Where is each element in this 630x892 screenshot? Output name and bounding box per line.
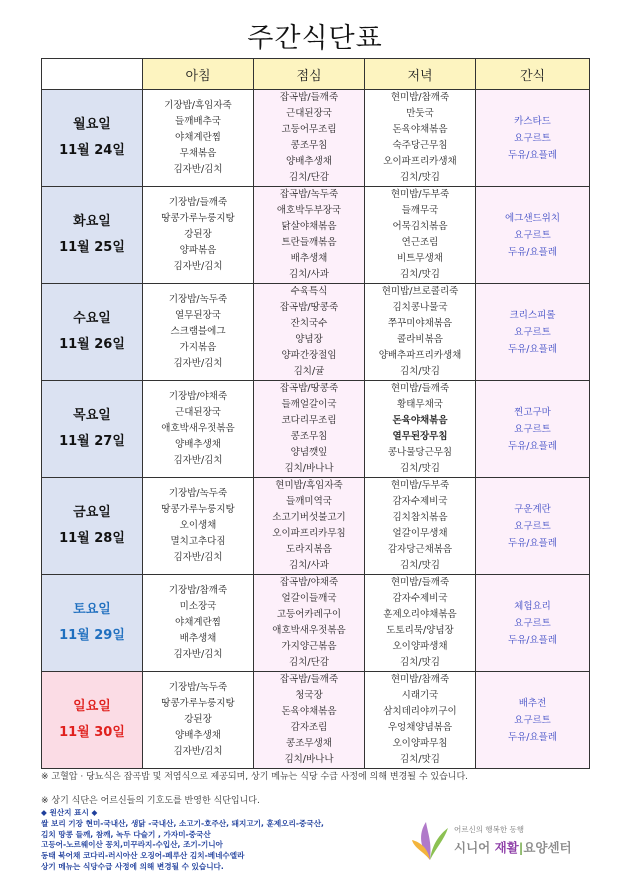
dinner-cell bbox=[365, 478, 476, 575]
lunch-item: 김치/바나나 bbox=[284, 463, 334, 474]
dinner-item: 쭈꾸미야채볶음 bbox=[387, 318, 453, 329]
breakfast-item: 열무된장국 bbox=[175, 310, 221, 321]
lunch-item: 얼갈이들깨국 bbox=[281, 593, 337, 604]
dinner-item: 김치/맛김 bbox=[400, 172, 440, 183]
logo-name bbox=[454, 838, 572, 856]
breakfast-item: 기장밥/참깨죽 bbox=[168, 585, 228, 596]
breakfast-cell bbox=[143, 284, 254, 381]
snack-cell bbox=[476, 284, 590, 381]
breakfast-item: 땅콩가루누룽지탕 bbox=[161, 698, 235, 709]
lunch-item: 김치/귤 bbox=[293, 366, 325, 377]
lunch-item: 김치/단감 bbox=[289, 172, 329, 183]
dinner-item: 도토리묵/양념장 bbox=[386, 625, 454, 636]
lunch-item: 양념장 bbox=[295, 334, 323, 345]
snack-item: 요구르트 bbox=[514, 132, 551, 144]
breakfast-cell bbox=[143, 187, 254, 284]
breakfast-item: 기장밥/야채죽 bbox=[168, 391, 228, 402]
breakfast-item: 김자반/김치 bbox=[173, 261, 223, 272]
dinner-item: 김치콩나물국 bbox=[392, 302, 448, 313]
lunch-item: 소고기버섯불고기 bbox=[272, 512, 346, 523]
lunch-item: 잔치국수 bbox=[290, 318, 328, 329]
lunch-item: 김치/바나나 bbox=[284, 754, 334, 765]
breakfast-item: 기장밥/녹두죽 bbox=[168, 682, 228, 693]
day-name: 일요일 bbox=[73, 699, 111, 714]
lunch-item: 고등어무조림 bbox=[281, 124, 337, 135]
breakfast-item: 김자반/김치 bbox=[173, 455, 223, 466]
dinner-item: 오이양파생채 bbox=[392, 641, 448, 652]
dinner-item: 만둣국 bbox=[406, 108, 434, 119]
dinner-item: 김치/맛김 bbox=[400, 754, 440, 765]
day-date: 11월 25일 bbox=[59, 240, 125, 255]
breakfast-item: 김자반/김치 bbox=[173, 164, 223, 175]
day-date: 11월 26일 bbox=[59, 337, 125, 352]
breakfast-item: 들깨배추국 bbox=[175, 116, 221, 127]
lunch-item: 양념깻잎 bbox=[290, 447, 328, 458]
snack-item: 두유/요플레 bbox=[507, 440, 558, 452]
dinner-item: 감자당근채볶음 bbox=[387, 544, 453, 555]
origin-title: ◆ 원산지 표시 ◆ bbox=[41, 808, 98, 817]
dinner-item: 현미밥/들깨죽 bbox=[390, 577, 450, 588]
lunch-cell bbox=[254, 478, 365, 575]
origin-line: 고등어-노르웨이산 꽁치,미꾸라지-수입산, 조기-기니아 bbox=[41, 840, 223, 850]
lunch-item: 감자조림 bbox=[290, 722, 328, 733]
snack-cell bbox=[476, 381, 590, 478]
dinner-item: 현미밥/브로콜리죽 bbox=[381, 286, 459, 297]
day-name: 금요일 bbox=[73, 505, 111, 520]
day-row bbox=[42, 381, 590, 478]
lunch-item: 고등어카레구이 bbox=[276, 609, 342, 620]
lunch-item: 들깨미역국 bbox=[286, 496, 332, 507]
lunch-item: 콩조무침 bbox=[290, 431, 328, 442]
snack-item: 배추전 bbox=[518, 697, 547, 709]
lunch-item: 배추생채 bbox=[290, 253, 328, 264]
dinner-item: 오이양파무침 bbox=[392, 738, 448, 749]
breakfast-item: 김자반/김치 bbox=[173, 649, 223, 660]
snack-cell bbox=[476, 187, 590, 284]
snack-item: 찐고구마 bbox=[514, 406, 551, 418]
weekly-menu-table bbox=[41, 58, 590, 769]
lunch-cell bbox=[254, 381, 365, 478]
breakfast-item: 강된장 bbox=[184, 714, 212, 725]
center-logo bbox=[410, 818, 610, 864]
dinner-item: 현미밥/두부죽 bbox=[390, 189, 450, 200]
day-cell bbox=[42, 575, 143, 672]
lunch-item: 양배추생채 bbox=[286, 156, 332, 167]
day-date: 11월 28일 bbox=[59, 531, 125, 546]
day-row bbox=[42, 672, 590, 769]
logo-separator: | bbox=[518, 840, 524, 855]
dinner-item: 콜라비볶음 bbox=[397, 334, 443, 345]
snack-cell bbox=[476, 90, 590, 187]
dinner-item: 현미밥/두부죽 bbox=[390, 480, 450, 491]
snack-item: 크리스피롤 bbox=[509, 309, 556, 321]
day-row bbox=[42, 478, 590, 575]
logo-name-center: 요양센터 bbox=[523, 840, 572, 855]
dinner-item: 현미밥/참깨죽 bbox=[390, 92, 450, 103]
snack-item: 두유/요플레 bbox=[507, 537, 558, 549]
breakfast-item: 근대된장국 bbox=[175, 407, 221, 418]
lunch-cell bbox=[254, 90, 365, 187]
lunch-item: 애호박새우젓볶음 bbox=[272, 625, 346, 636]
day-name: 화요일 bbox=[73, 214, 111, 229]
dinner-item: 오이파프리카생채 bbox=[383, 156, 457, 167]
dinner-item: 김치/맛김 bbox=[400, 463, 440, 474]
dinner-item: 김치/맛김 bbox=[400, 366, 440, 377]
snack-item: 요구르트 bbox=[514, 520, 551, 532]
snack-item: 요구르트 bbox=[514, 326, 551, 338]
day-name: 수요일 bbox=[73, 311, 111, 326]
lunch-item: 김치/사과 bbox=[289, 269, 329, 280]
day-cell bbox=[42, 381, 143, 478]
lunch-item: 잡곡밥/들깨죽 bbox=[279, 92, 339, 103]
dinner-cell bbox=[365, 284, 476, 381]
lunch-item: 닭살야채볶음 bbox=[281, 221, 337, 232]
dinner-item: 열무된장무침 bbox=[392, 431, 448, 442]
breakfast-cell bbox=[143, 672, 254, 769]
dinner-item: 김치/맛김 bbox=[400, 560, 440, 571]
snack-item: 두유/요플레 bbox=[507, 343, 558, 355]
day-cell bbox=[42, 478, 143, 575]
lunch-item: 근대된장국 bbox=[286, 108, 332, 119]
snack-item: 에그샌드위치 bbox=[504, 212, 561, 224]
lunch-item: 양파간장절임 bbox=[281, 350, 337, 361]
dinner-item: 콩나물당근무침 bbox=[387, 447, 453, 458]
lunch-item: 코다리무조림 bbox=[281, 415, 337, 426]
origin-info bbox=[41, 808, 411, 873]
day-cell bbox=[42, 672, 143, 769]
dinner-item: 김치참치볶음 bbox=[392, 512, 448, 523]
dinner-cell bbox=[365, 90, 476, 187]
dinner-item: 현미밥/들깨죽 bbox=[390, 383, 450, 394]
logo-name-senior: 시니어 bbox=[454, 840, 491, 855]
dinner-cell bbox=[365, 672, 476, 769]
header-row bbox=[42, 59, 590, 90]
dinner-item: 감자수제비국 bbox=[392, 496, 448, 507]
origin-line: 김치 땅콩 들깨, 참깨, 녹두 다슬기 , 가자미-중국산 bbox=[41, 829, 211, 839]
lunch-item: 콩조무생채 bbox=[286, 738, 332, 749]
day-cell bbox=[42, 90, 143, 187]
lunch-item: 도라지볶음 bbox=[286, 544, 332, 555]
dinner-item: 황태무채국 bbox=[397, 399, 443, 410]
lunch-item: 가지양근볶음 bbox=[281, 641, 337, 652]
snack-item: 카스타드 bbox=[514, 115, 551, 127]
dinner-item: 얼갈이무생채 bbox=[392, 528, 448, 539]
breakfast-item: 배추생채 bbox=[179, 633, 217, 644]
lunch-item: 현미밥/흑임자죽 bbox=[275, 480, 343, 491]
breakfast-item: 멸치고추다짐 bbox=[170, 536, 226, 547]
day-cell bbox=[42, 284, 143, 381]
header-dinner: 저녁 bbox=[365, 59, 476, 90]
breakfast-cell bbox=[143, 478, 254, 575]
lunch-item: 잡곡밥/녹두죽 bbox=[279, 189, 339, 200]
day-name: 목요일 bbox=[73, 408, 111, 423]
lunch-cell bbox=[254, 284, 365, 381]
header-lunch: 점심 bbox=[254, 59, 365, 90]
breakfast-item: 기장밥/녹두죽 bbox=[168, 488, 228, 499]
lunch-item: 김치/단감 bbox=[289, 657, 329, 668]
dinner-cell bbox=[365, 381, 476, 478]
breakfast-item: 강된장 bbox=[184, 229, 212, 240]
breakfast-item: 김자반/김치 bbox=[173, 746, 223, 757]
breakfast-item: 양배추생채 bbox=[175, 439, 221, 450]
dinner-item: 돈육야채볶음 bbox=[392, 124, 448, 135]
dinner-item: 김치/맛김 bbox=[400, 657, 440, 668]
breakfast-item: 기장밥/녹두죽 bbox=[168, 294, 228, 305]
page-title: 주간식단표 bbox=[247, 23, 383, 54]
snack-cell bbox=[476, 672, 590, 769]
day-name: 토요일 bbox=[73, 602, 111, 617]
lunch-item: 콩조무침 bbox=[290, 140, 328, 151]
origin-line: 상기 메뉴는 식당수급 사정에 의해 변경될 수 있습니다. bbox=[41, 861, 224, 871]
lunch-item: 잡곡밥/들깨죽 bbox=[279, 674, 339, 685]
snack-item: 체험요리 bbox=[514, 600, 551, 612]
snack-item: 두유/요플레 bbox=[507, 149, 558, 161]
breakfast-item: 땅콩가루누룽지탕 bbox=[161, 504, 235, 515]
snack-item: 두유/요플레 bbox=[507, 634, 558, 646]
lunch-cell bbox=[254, 575, 365, 672]
dinner-item: 삼치데리야끼구이 bbox=[383, 706, 457, 717]
lunch-item: 잡곡밥/야채죽 bbox=[279, 577, 339, 588]
day-cell bbox=[42, 187, 143, 284]
logo-slogan: 어르신의 행복한 동행 bbox=[454, 825, 524, 834]
dinner-item: 우엉채양념볶음 bbox=[387, 722, 453, 733]
day-row bbox=[42, 284, 590, 381]
snack-cell bbox=[476, 478, 590, 575]
breakfast-item: 기장밥/흑임자죽 bbox=[164, 100, 232, 111]
lunch-item: 김치/사과 bbox=[289, 560, 329, 571]
note-diet: ※ 고혈압 · 당뇨식은 잡곡밥 및 저염식으로 제공되며, 상기 메뉴는 식당 수급 사정에 의해 변경될 수 있습니다. bbox=[41, 772, 469, 782]
dinner-cell bbox=[365, 187, 476, 284]
dinner-item: 김치/맛김 bbox=[400, 269, 440, 280]
logo-name-rehab: 재활 bbox=[494, 840, 519, 855]
day-date: 11월 24일 bbox=[59, 143, 125, 158]
breakfast-item: 야채계란찜 bbox=[175, 617, 221, 628]
snack-item: 두유/요플레 bbox=[507, 731, 558, 743]
lunch-item: 수육특식 bbox=[290, 286, 328, 297]
logo-leaf-icon bbox=[410, 818, 450, 862]
lunch-item: 트란들깨볶음 bbox=[281, 237, 337, 248]
lunch-item: 잡곡밥/땅콩죽 bbox=[279, 302, 339, 313]
lunch-item: 애호박두부장국 bbox=[276, 205, 342, 216]
origin-line: 동태 북어채 코다리-러시아산 오징어-페루산 김치-베네수엘라 bbox=[41, 851, 245, 861]
breakfast-item: 무채볶음 bbox=[179, 148, 217, 159]
dinner-item: 현미밥/참깨죽 bbox=[390, 674, 450, 685]
snack-cell bbox=[476, 575, 590, 672]
dinner-item: 훈제오리야채볶음 bbox=[383, 609, 457, 620]
header-blank bbox=[42, 59, 143, 90]
snack-item: 구운계란 bbox=[514, 503, 551, 515]
breakfast-item: 김자반/김치 bbox=[173, 552, 223, 563]
header-breakfast: 아침 bbox=[143, 59, 254, 90]
breakfast-cell bbox=[143, 381, 254, 478]
dinner-item: 어묵김치볶음 bbox=[392, 221, 448, 232]
breakfast-cell bbox=[143, 90, 254, 187]
breakfast-item: 미소장국 bbox=[179, 601, 217, 612]
lunch-item: 들깨얼갈이국 bbox=[281, 399, 337, 410]
origin-line: 쌀 보리 기장 현미-국내산, 생닭 -국내산, 소고기-호주산, 돼지고기, 훈제오리-중국산, bbox=[41, 818, 324, 828]
dinner-item: 들깨무국 bbox=[401, 205, 439, 216]
breakfast-cell bbox=[143, 575, 254, 672]
breakfast-item: 땅콩가루누룽지탕 bbox=[161, 213, 235, 224]
lunch-cell bbox=[254, 187, 365, 284]
snack-item: 요구르트 bbox=[514, 423, 551, 435]
day-date: 11월 29일 bbox=[59, 628, 125, 643]
breakfast-item: 야채계란찜 bbox=[175, 132, 221, 143]
breakfast-item: 양배추생채 bbox=[175, 730, 221, 741]
breakfast-item: 가지볶음 bbox=[179, 342, 217, 353]
note-preference: ※ 상기 식단은 어르신들의 기호도를 반영한 식단입니다. bbox=[41, 796, 260, 806]
snack-item: 요구르트 bbox=[514, 714, 551, 726]
dinner-cell bbox=[365, 575, 476, 672]
breakfast-item: 양파볶음 bbox=[179, 245, 217, 256]
dinner-item: 숙주당근무침 bbox=[392, 140, 448, 151]
day-row bbox=[42, 187, 590, 284]
lunch-item: 청국장 bbox=[295, 690, 323, 701]
breakfast-item: 애호박새우젓볶음 bbox=[161, 423, 235, 434]
lunch-cell bbox=[254, 672, 365, 769]
snack-item: 요구르트 bbox=[514, 229, 551, 241]
dinner-item: 감자수제비국 bbox=[392, 593, 448, 604]
day-name: 월요일 bbox=[73, 117, 111, 132]
dinner-item: 돈육야채볶음 bbox=[392, 415, 448, 426]
dinner-item: 시래기국 bbox=[401, 690, 439, 701]
breakfast-item: 오이생채 bbox=[179, 520, 217, 531]
dinner-item: 비트무생채 bbox=[397, 253, 443, 264]
breakfast-item: 김자반/김치 bbox=[173, 358, 223, 369]
lunch-item: 오이파프리카무침 bbox=[272, 528, 346, 539]
day-date: 11월 30일 bbox=[59, 725, 125, 740]
header-snack: 간식 bbox=[476, 59, 590, 90]
snack-item: 요구르트 bbox=[514, 617, 551, 629]
day-date: 11월 27일 bbox=[59, 434, 125, 449]
day-row bbox=[42, 90, 590, 187]
breakfast-item: 스크램블에그 bbox=[170, 326, 226, 337]
dinner-item: 양배추파프리카생채 bbox=[378, 350, 462, 361]
snack-item: 두유/요플레 bbox=[507, 246, 558, 258]
day-row bbox=[42, 575, 590, 672]
breakfast-item: 기장밥/들깨죽 bbox=[168, 197, 228, 208]
lunch-item: 잡곡밥/땅콩죽 bbox=[279, 383, 339, 394]
dinner-item: 연근조림 bbox=[401, 237, 439, 248]
lunch-item: 돈육야채볶음 bbox=[281, 706, 337, 717]
